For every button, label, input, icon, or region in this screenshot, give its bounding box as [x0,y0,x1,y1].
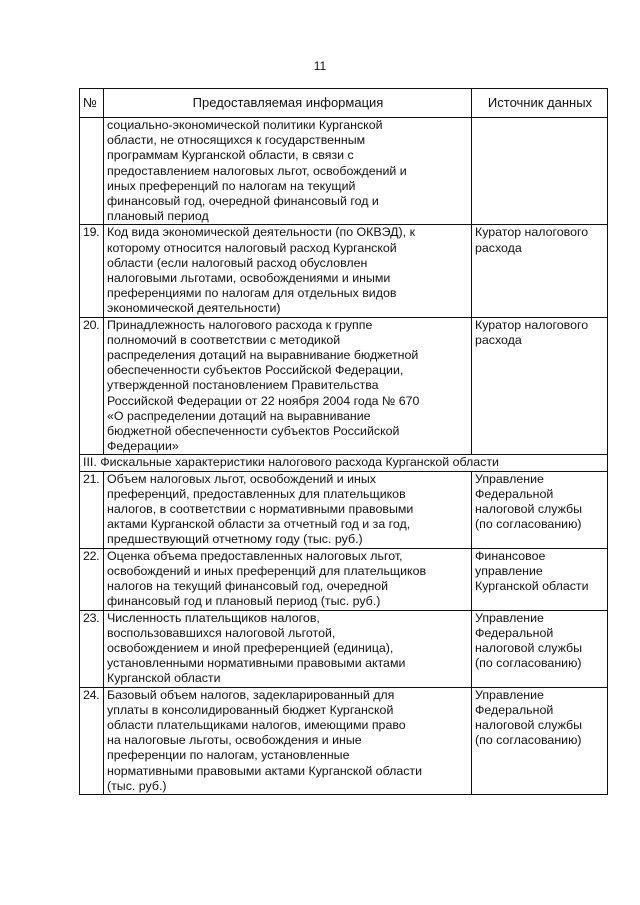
row-information-line: предшествующий отчетному году (тыс. руб.) [107,532,363,547]
row-information-line: Базовый объем налогов, задекларированный для [107,687,395,702]
row-information [104,118,472,225]
row-information-line: финансовый год, очередной финансовый год и [107,194,379,209]
row-information-line: «О распределении дотаций на выравнивание [107,408,371,423]
row-information-line: предоставлением налоговых льгот, освобождений и [107,163,407,178]
table-row [80,225,608,317]
row-information-line: установленными нормативными правовыми актами [107,656,406,671]
row-information-line: нормативными правовыми актами Курганской области [107,763,423,778]
row-data-source-line: Управление [475,471,544,486]
row-information [104,687,472,794]
row-information-line: актами Курганской области за отчетный год и за год, [107,517,411,532]
table-row [80,317,608,455]
row-information-line: программам Курганской области, в связи с [107,148,354,163]
row-information-line: освобождений и иных преференций для плательщиков [107,563,427,578]
table-row [80,548,608,610]
row-data-source-line: Курганской области [475,579,589,594]
row-information-line: области, не относящихся к государственным [107,133,366,148]
row-information-line: плановый период [107,209,209,224]
row-information-line: обеспеченности субъектов Российской Федерации, [107,363,404,378]
row-number: 24. [80,687,104,794]
row-information-line: налоговыми льготами, освобождениями и иными [107,271,391,286]
header-information: Предоставляемая информация [104,89,472,118]
section-heading: III. Фискальные характеристики налогового расхода Курганской области [80,455,608,471]
section-heading-row [80,455,608,471]
row-number [80,118,104,225]
row-information-line: (тыс. руб.) [107,778,167,793]
row-number: 22. [80,548,104,610]
row-data-source-line: (по согласованию) [475,517,582,532]
row-information-line: иных преференций по налогам на текущий [107,178,356,193]
row-information [104,225,472,317]
row-information-line: Курганской области [107,671,221,686]
row-data-source-line: расхода [475,332,522,347]
row-information-line: на налоговые льготы, освобождения и иные [107,733,362,748]
page-number: 11 [313,59,327,73]
row-information-line: полномочий в соответствии с методикой [107,332,341,347]
row-data-source [472,687,608,794]
row-data-source-line: Финансовое [475,548,546,563]
row-data-source-line: налоговой службы [475,502,583,517]
row-data-source-line: (по согласованию) [475,656,582,671]
header-data-source: Источник данных [472,89,608,118]
row-information-line: распределения дотаций на выравнивание бюджетной [107,348,419,363]
row-information-line: экономической деятельности) [107,301,281,316]
row-information-line: Принадлежность налогового расхода к группе [107,317,373,332]
row-information-line: воспользовавшихся налоговой льготой, [107,625,336,640]
row-data-source [472,610,608,687]
row-number: 21. [80,471,104,548]
row-information-line: области плательщиками налогов, имеющими право [107,717,406,732]
row-information-line: налогов на текущий финансовый год, очередной [107,579,389,594]
table-row [80,118,608,225]
information-table [79,88,608,795]
row-information-line: преференций, предоставленных для плательщиков [107,486,406,501]
row-information-line: утвержденной постановлением Правительства [107,378,379,393]
row-data-source-line: Управление [475,687,544,702]
table-row [80,687,608,794]
row-number: 23. [80,610,104,687]
row-information-line: Оценка объема предоставленных налоговых льгот, [107,548,403,563]
row-data-source-line: Федеральной [475,702,554,717]
row-data-source-line: управление [475,563,543,578]
row-number: 20. [80,317,104,455]
row-data-source-line: налоговой службы [475,717,583,732]
row-data-source-line: Куратор налогового [475,225,589,240]
row-information [104,471,472,548]
row-information [104,317,472,455]
row-data-source-line: налоговой службы [475,640,583,655]
row-information-line: Российской Федерации от 22 ноября 2004 года № 670 [107,393,420,408]
row-data-source [472,471,608,548]
header-number: № [80,89,104,118]
row-number: 19. [80,225,104,317]
table-header-row [80,89,608,118]
row-information-line: Численность плательщиков налогов, [107,610,320,625]
row-data-source [472,225,608,317]
row-information-line: Федерации» [107,439,179,454]
row-data-source-line: Федеральной [475,625,554,640]
row-information-line: финансовый год и плановый период (тыс. руб.) [107,594,381,609]
row-data-source-line: Куратор налогового [475,317,589,332]
row-data-source-line: (по согласованию) [475,733,582,748]
row-data-source [472,118,608,225]
row-information-line: преференции по налогам, установленные [107,748,350,763]
row-information-line: налогов, в соответствии с нормативными правовыми [107,502,414,517]
row-data-source [472,548,608,610]
row-information-line: уплаты в консолидированный бюджет Курганской [107,702,394,717]
row-information-line: социально-экономической политики Курганской [107,118,383,132]
row-data-source [472,317,608,455]
row-data-source-line: Управление [475,610,544,625]
row-information-line: которому относится налоговый расход Курганской [107,240,397,255]
row-information-line: Объем налоговых льгот, освобождений и иных [107,471,376,486]
row-information-line: бюджетной обеспеченности субъектов Российской [107,424,400,439]
row-information-line: Код вида экономической деятельности (по ОКВЭД), к [107,225,415,240]
row-information [104,610,472,687]
row-information-line: области (если налоговый расход обусловлен [107,255,368,270]
row-information-line: освобождением и иной преференцией (единица), [107,640,394,655]
row-data-source-line: Федеральной [475,486,554,501]
table-row [80,471,608,548]
row-information [104,548,472,610]
row-information-line: преференциями по налогам для отдельных видов [107,286,397,301]
table-row [80,610,608,687]
row-data-source-line: расхода [475,240,522,255]
